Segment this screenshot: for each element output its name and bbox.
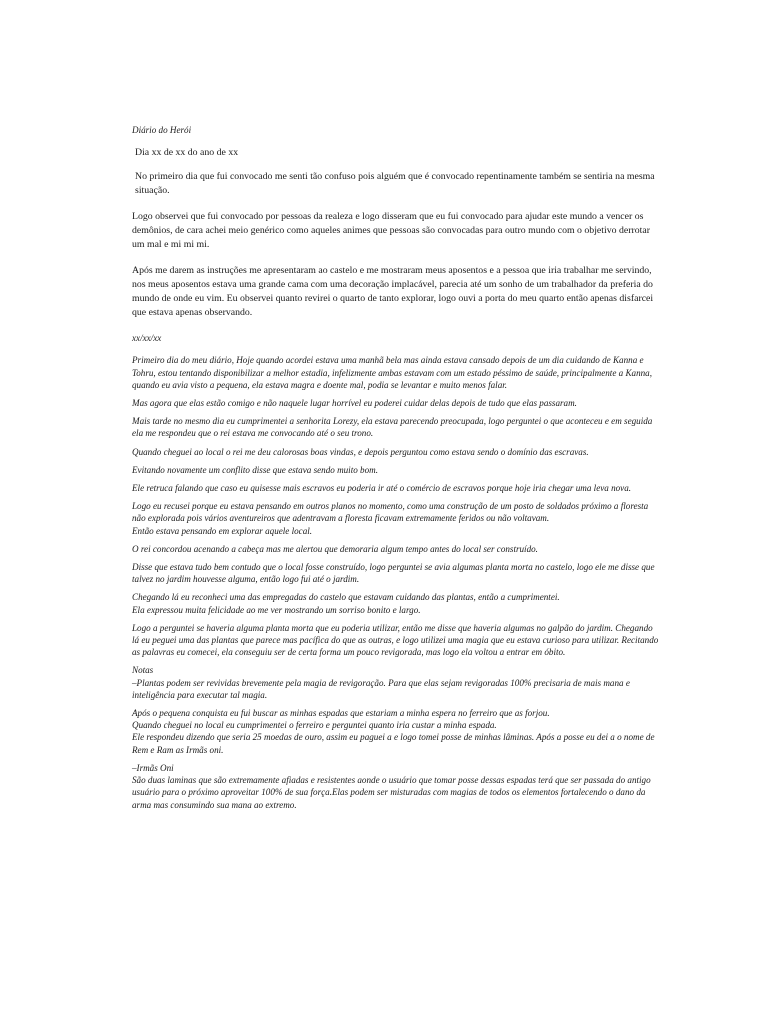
paragraph: Quando cheguei ao local o rei me deu calorosas boas vindas, e depois perguntou como estava sendo o domínio das escravas. <box>132 446 589 457</box>
document-body <box>132 124 660 811</box>
paragraph: Ele retruca falando que caso eu quisesse mais escravos eu poderia ir até o comércio de escravos porque hoje iria chegar uma leva nova. <box>132 483 632 494</box>
paragraph: Após me darem as instruções me apresentaram ao castelo e me mostraram meus aposentos e a pessoa que iria trabalhar me servindo, nos meus aposentos estava uma grande cama com uma decoração implacável, parecia até um sonho de um trabalhador da preferia do mundo de onde eu vim. Eu observei quanto revirei o quarto de tanto explorar, logo ouvi a porta do meu quarto então apenas disfarcei que estava apenas observando. <box>132 265 654 319</box>
date-heading: xx/xx/xx <box>132 333 162 344</box>
paragraph: Disse que estava tudo bem contudo que o local fosse construído, logo perguntei se avia algumas planta morta no castelo, logo ele me disse que talvez no jardim houvesse alguma, então logo fui até o jardim. <box>132 562 655 585</box>
paragraph: Mais tarde no mesmo dia eu cumprimentei a senhorita Lorezy, ela estava parecendo preocupada, logo perguntei o que aconteceu e em seguida ela me respondeu que o rei estava me convocando até o seu trono. <box>132 416 653 439</box>
paragraph: Logo observei que fui convocado por pessoas da realeza e logo disseram que eu fui convocado para ajudar este mundo a vencer os demônios, de cara achei meio genérico como aqueles animes que pessoas são convocadas para outro mundo com o objetivo derrotar um mal e mi mi mi. <box>132 211 650 251</box>
document-title: Diário do Herói <box>132 125 192 135</box>
paragraph: Após o pequena conquista eu fui buscar as minhas espadas que estariam a minha espera no ferreiro que as forjou. Quando cheguei no local eu cumprimentei o ferreiro e perguntei quanto iria custar a minha espada. Ele respondeu dizendo que seria 25 moedas de ouro, assim eu paguei a e logo tomei posse de minhas lâminas. Após a posse eu dei a o nome de Rem e Ram as Irmãs oni. <box>132 708 655 755</box>
paragraph: O rei concordou acenando a cabeça mas me alertou que demoraria algum tempo antes do local ser construído. <box>132 543 538 554</box>
date-line: Dia xx de xx do ano de xx <box>135 147 239 159</box>
paragraph: Chegando lá eu reconheci uma das empregadas do castelo que estavam cuidando das plantas, então a cumprimentei. Ela expressou muita felicidade ao me ver mostrando um sorriso bonito e largo. <box>132 592 560 615</box>
paragraph: Mas agora que elas estão comigo e não naquele lugar horrível eu poderei cuidar delas depois de tudo que elas passaram. <box>132 398 577 409</box>
paragraph: Logo eu recusei porque eu estava pensando em outros planos no momento, como uma construção de um posto de soldados próximo a floresta não explorada pois vários aventureiros que adentravam a floresta ficavam extremamente feridos ou não voltavam. Então estava pensando em explorar aquele local. <box>132 501 649 536</box>
paragraph: No primeiro dia que fui convocado me senti tão confuso pois alguém que é convocado repentinamente também se sentiria na mesma situação. <box>135 171 655 197</box>
note-item: São duas laminas que são extremamente afiadas e resistentes aonde o usuário que tomar posse dessas espadas terá que ser passada do antigo usuário para o próximo aproveitar 100% de sua força.Elas podem ser misturadas com magias de todos os elementos fortalecendo o dano da arma mas consumindo sua mana ao extremo. <box>132 775 651 810</box>
paragraph: Primeiro dia do meu diário, Hoje quando acordei estava uma manhã bela mas ainda estava cansado depois de um dia cuidando de Kanna e Tohru, estou tentando disponibilizar a melhor estadia, infelizmente ambas estavam com um estado péssimo de saúde, principalmente a Kanna, quando eu avia visto a pequena, ela estava magra e doente mal, podia se levantar e muito menos falar. <box>132 355 652 390</box>
notes-heading: Notas <box>132 665 154 676</box>
paragraph: Logo a perguntei se haveria alguma planta morta que eu poderia utilizar, então me disse que haveria algumas no galpão do jardim. Chegando lá eu peguei uma das plantas que parece mas pacífica do que as outras, e logo utilizei uma magia que eu estava curioso para utilizar. Recitando as palavras eu comecei, ela conseguiu ser de certa forma um pouco revigorada, mas logo ela voltou a entrar em óbito. <box>132 622 659 658</box>
paragraph: Evitando novamente um conflito disse que estava sendo muito bom. <box>132 464 378 475</box>
note-item: –Plantas podem ser revividas brevemente pela magia de revigoração. Para que elas sejam revigoradas 100% precisaria de mais mana e inteligência para executar tal magia. <box>132 677 630 700</box>
note-heading: –Irmãs Oni <box>132 762 174 773</box>
